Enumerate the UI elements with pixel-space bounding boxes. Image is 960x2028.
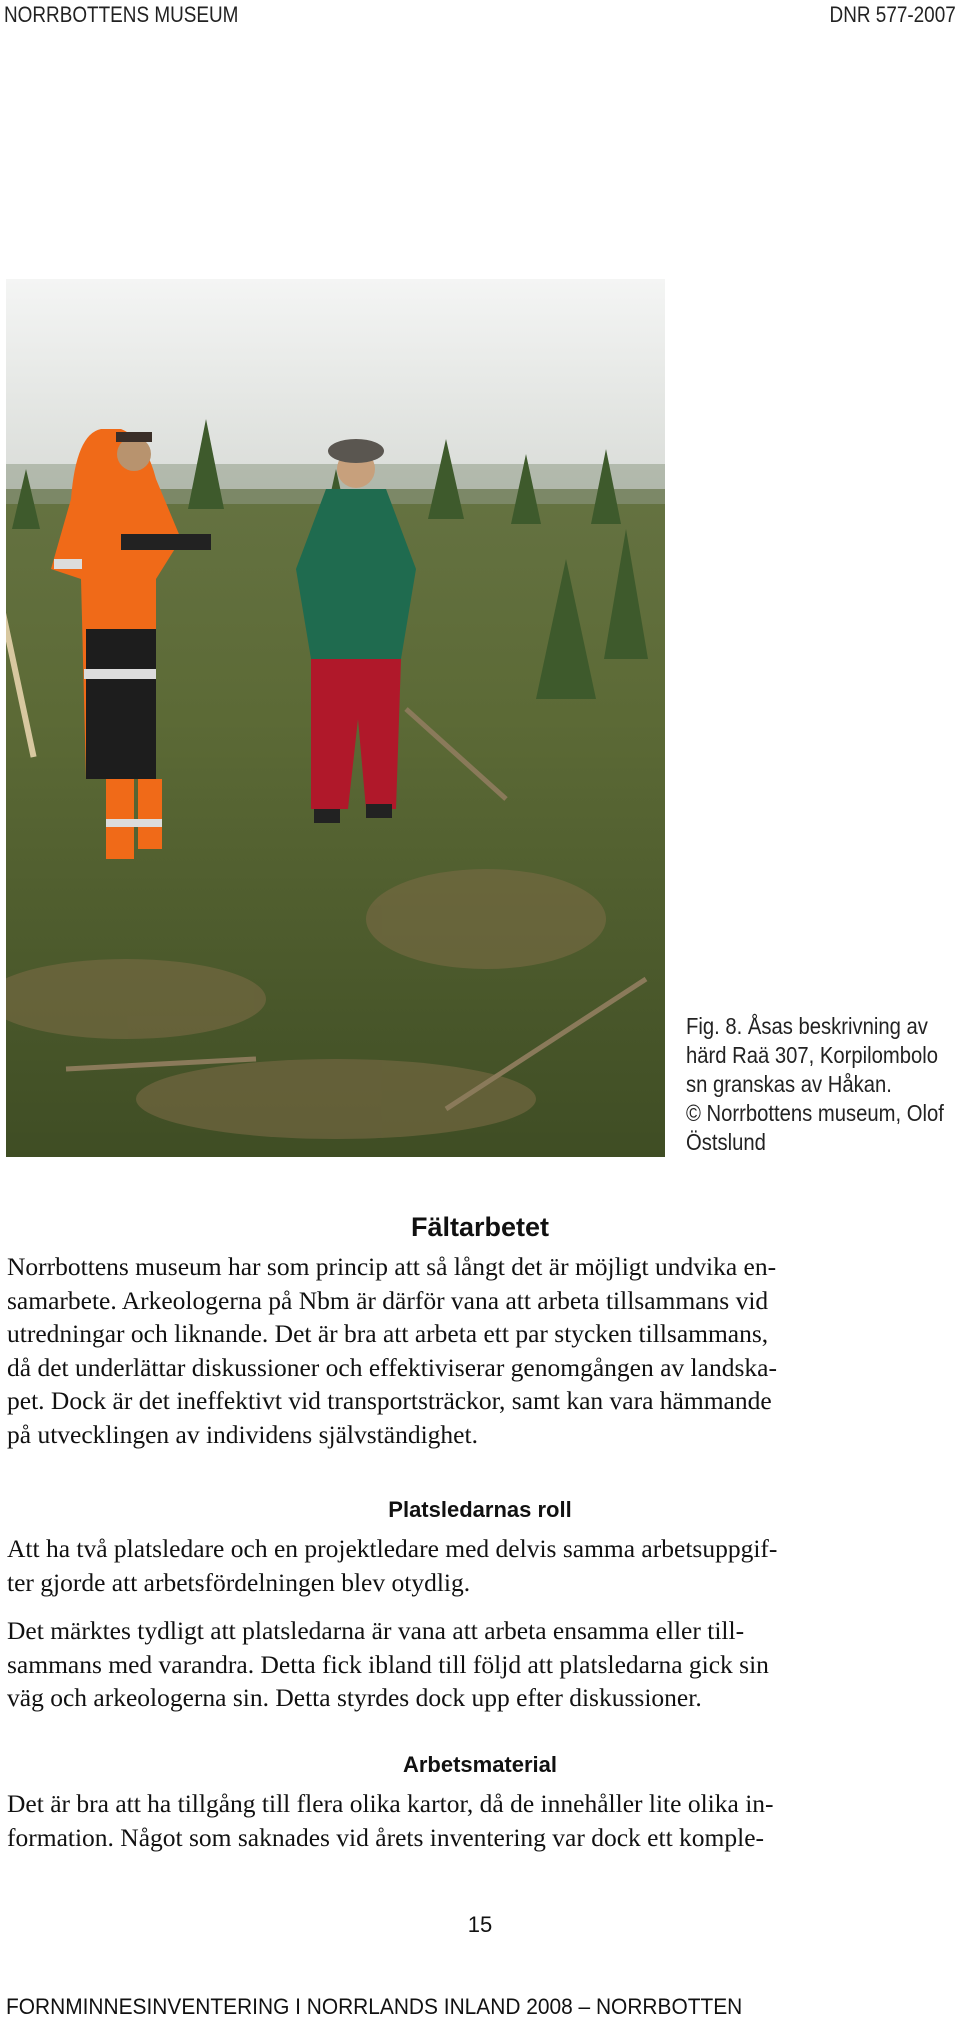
running-header-left: NORRBOTTENS MUSEUM [4, 2, 239, 27]
paragraph-platsledare-2 [7, 1614, 959, 1715]
text-line: formation. Något som saknades vid årets inventering var dock ett komple- [7, 1822, 765, 1852]
caption-line: © Norrbottens museum, Olof [686, 1100, 944, 1126]
page-number: 15 [467, 1912, 493, 1937]
text-line: Norrbottens museum har som princip att så långt det är möjligt undvika en- [7, 1252, 777, 1281]
figure-caption [686, 1012, 958, 1157]
section-heading-faltarbetet: Fältarbetet [410, 1212, 550, 1242]
paragraph-arbetsmaterial [7, 1787, 959, 1854]
text-line: pet. Dock är det ineffektivt vid transportsträckor, samt kan vara hämmande [7, 1386, 772, 1415]
text-line: på utvecklingen av individens självständighet. [7, 1419, 478, 1449]
field-photo [6, 279, 665, 1157]
text-line: samarbete. Arkeologerna på Nbm är därför vana att arbeta tillsammans vid [7, 1285, 769, 1315]
caption-line: Östslund [686, 1129, 766, 1155]
caption-line: sn granskas av Håkan. [686, 1071, 892, 1097]
caption-line: Fig. 8. Åsas beskrivning av [686, 1013, 928, 1039]
text-line: ter gjorde att arbetsfördelningen blev otydlig. [7, 1567, 471, 1597]
field-photo-illustration [6, 279, 665, 1157]
running-footer: FORNMINNESINVENTERING I NORRLANDS INLAND 2008 – NORRBOTTEN [6, 1994, 743, 2019]
text-line: Det märktes tydligt att platsledarna är vana att arbeta ensamma eller till- [7, 1616, 745, 1645]
text-line: Att ha två platsledare och en projektledare med delvis samma arbetsuppgif- [7, 1534, 778, 1563]
text-line: väg och arkeologerna sin. Detta styrdes dock upp efter diskussioner. [7, 1683, 702, 1712]
paragraph-faltarbetet [7, 1250, 959, 1451]
text-line: då det underlättar diskussioner och effektiviserar genomgången av landska- [7, 1352, 777, 1382]
caption-line: härd Raä 307, Korpilombolo [686, 1042, 939, 1068]
text-line: Det är bra att ha tillgång till flera olika kartor, då de innehåller lite olika in- [7, 1789, 774, 1818]
text-line: sammans med varandra. Detta fick ibland till följd att platsledarna gick sin [7, 1649, 769, 1679]
text-line: utredningar och liknande. Det är bra att arbeta ett par stycken tillsammans, [7, 1319, 769, 1348]
running-header-right: DNR 577-2007 [829, 2, 956, 27]
section-heading-platsledarnas-roll: Platsledarnas roll [388, 1497, 572, 1522]
paragraph-platsledare-1 [7, 1532, 959, 1599]
section-heading-arbetsmaterial: Arbetsmaterial [402, 1752, 558, 1777]
